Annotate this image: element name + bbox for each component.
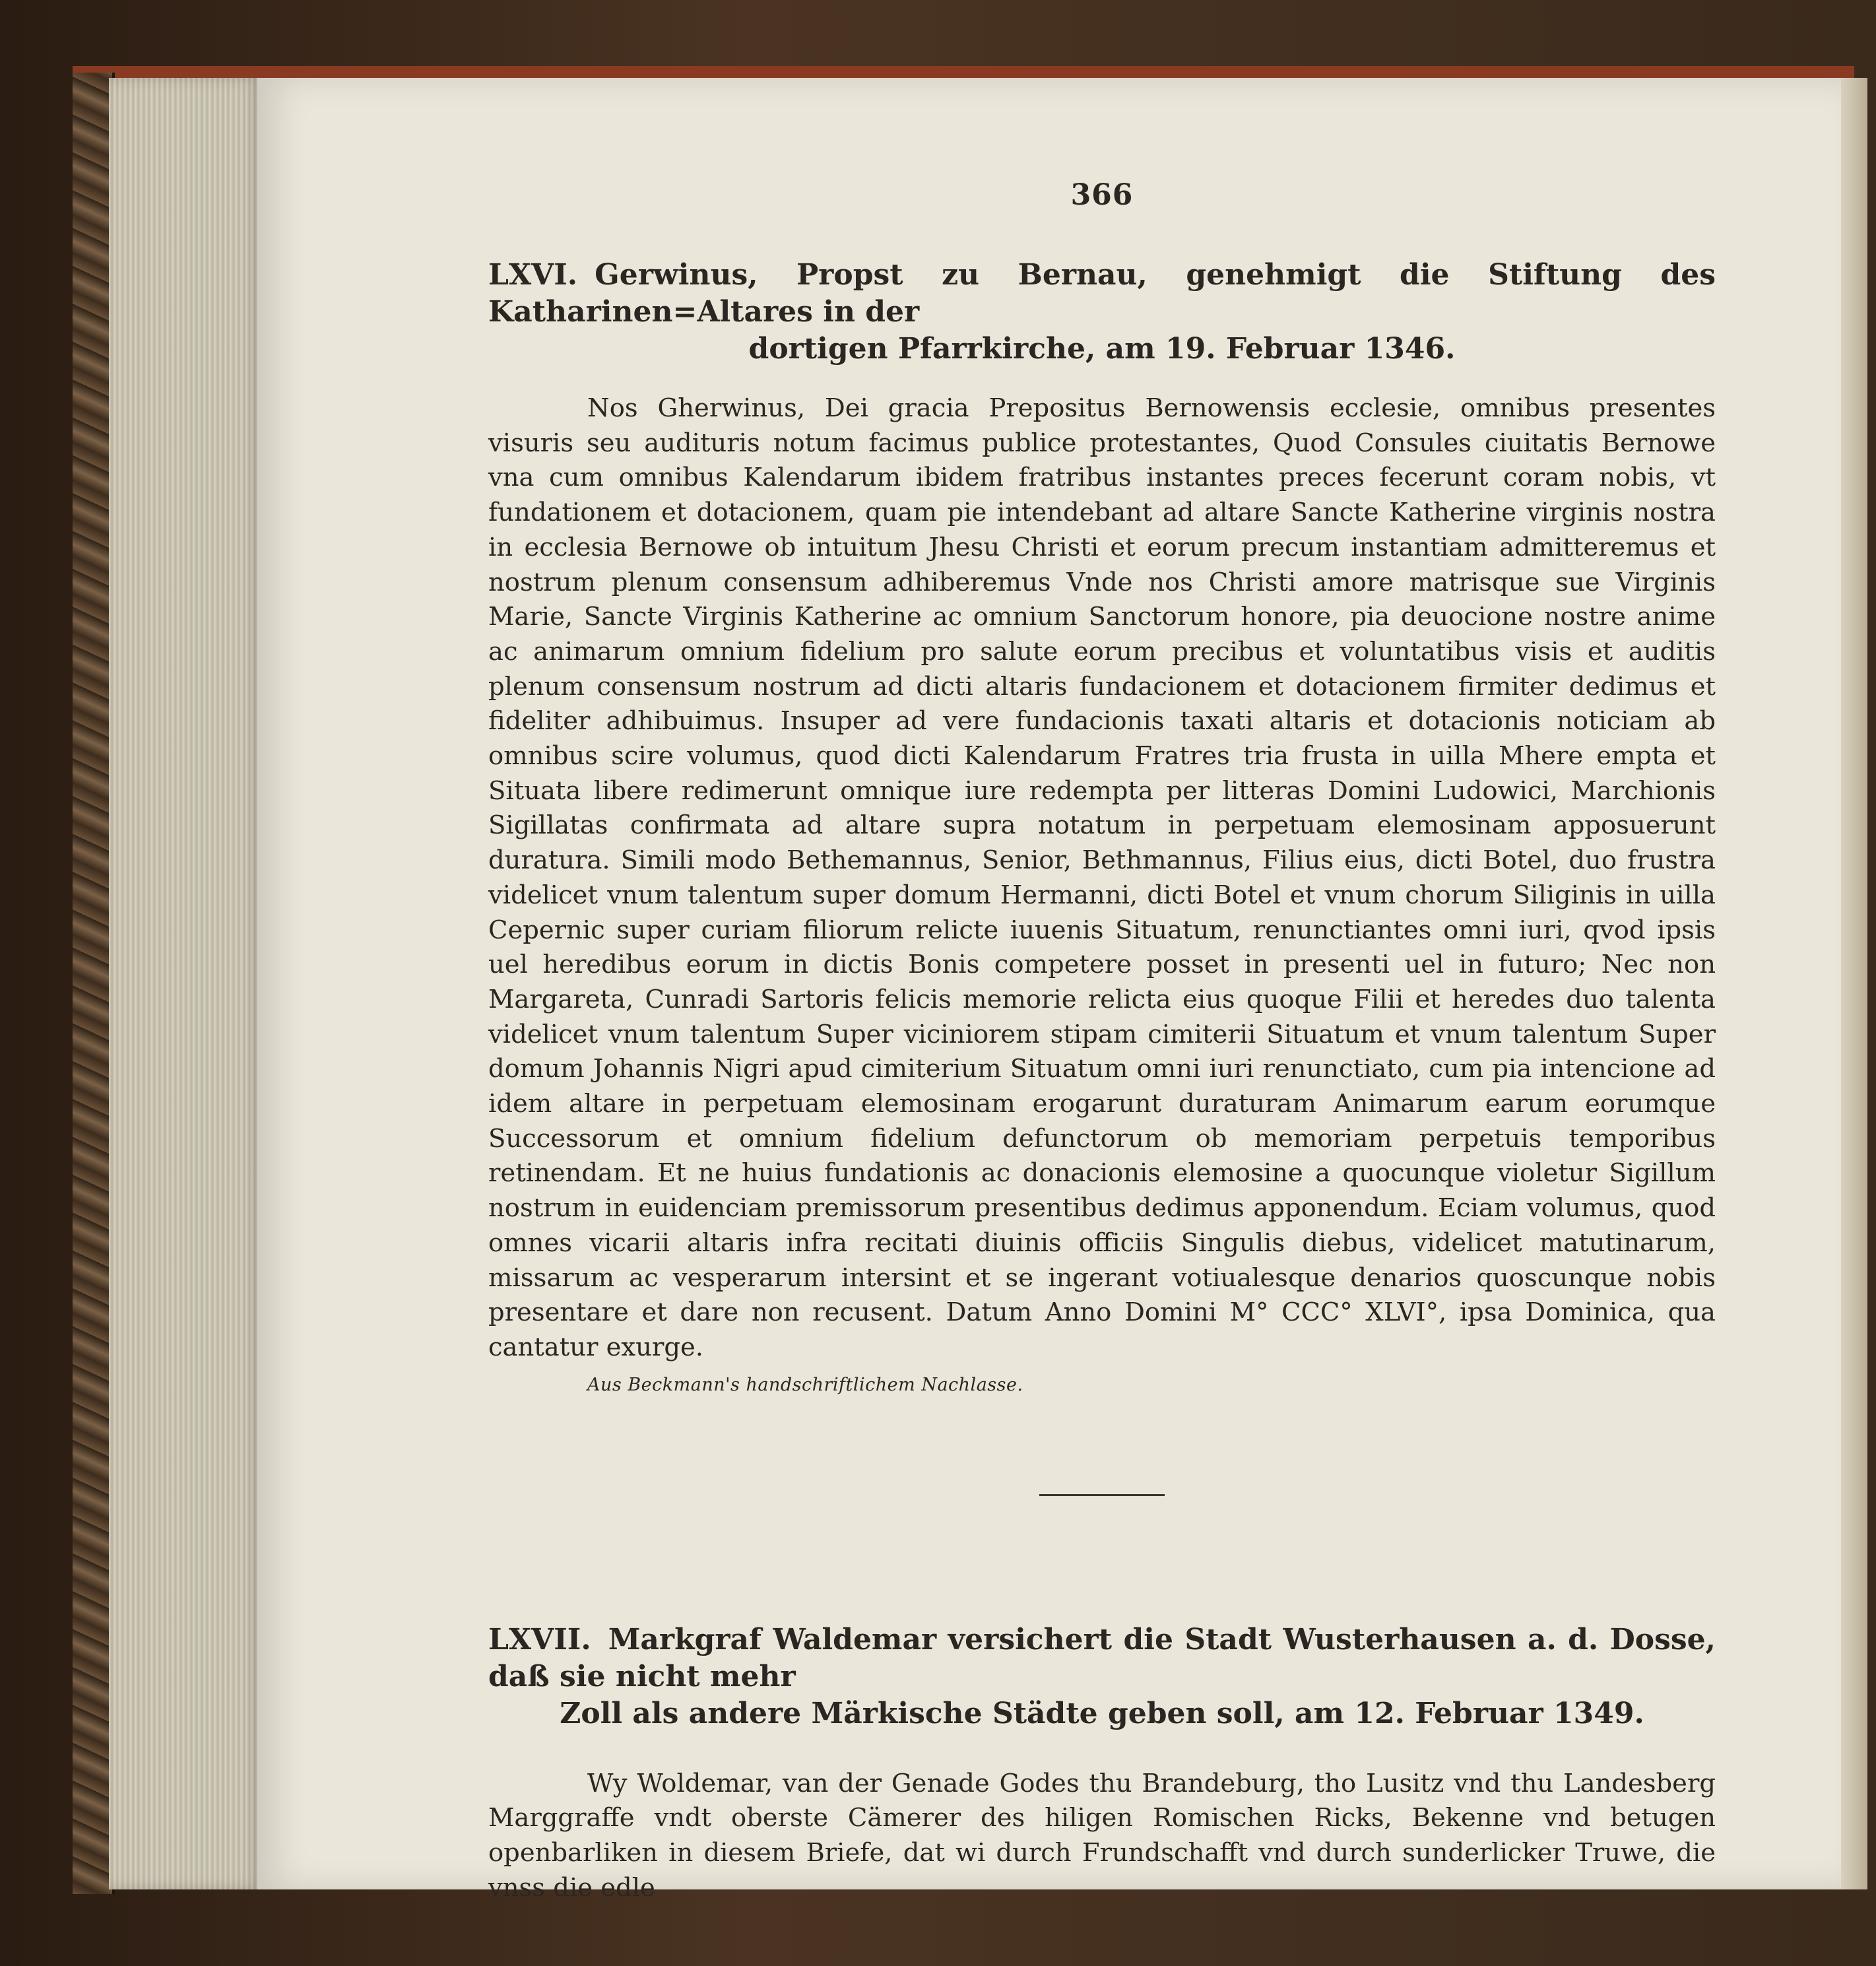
document-heading	[488, 1622, 1716, 1732]
heading-line-1: Gerwinus, Propst zu Bernau, genehmigt die Stiftung des Katharinen=Altares in der	[488, 258, 1716, 329]
facing-page-edge	[1841, 78, 1867, 1889]
heading-line-2: dortigen Pfarrkirche, am 19. Februar 1346.	[748, 332, 1456, 366]
page-content	[488, 178, 1716, 1906]
source-note: Aus Beckmann's handschriftlichem Nachlasse.	[587, 1374, 1023, 1395]
heading-line-2: Zoll als andere Märkische Städte geben soll, am 12. Februar 1349.	[560, 1696, 1644, 1730]
document-lxvi	[488, 257, 1716, 1395]
page-number: 366	[1070, 178, 1134, 212]
document-numeral: LXVII.	[488, 1622, 591, 1656]
section-separator	[1039, 1494, 1165, 1496]
document-body: Nos Gherwinus, Dei gracia Prepositus Bernowensis ecclesie, omnibus presentes visuris seu audituris notum facimus publice protestantes, Quod Consules ciuitatis Bernowe vna cum omnibus Kalendarum ibidem fratribus instantes preces fecerunt coram nobis, vt fundationem et dotacionem, quam pie intendebant ad altare Sancte Katherine virginis nostra in ecclesia Bernowe ob intuitum Jhesu Christi et eorum precum instantiam admitteremus et nostrum plenum consensum adhiberemus Vnde nos Christi amore matrisque sue Virginis Marie, Sancte Virginis Katherine ac omnium Sanctorum honore, pia deuocione nostre anime ac animarum omnium fidelium pro salute eorum precibus et voluntatibus visis et auditis plenum consensum nostrum ad dicti altaris fundacionem et dotacionem firmiter dedimus et fideliter adhibuimus. Insuper ad vere fundacionis taxati altaris et dotacionis noticiam ab omnibus scire volumus, quod dicti Kalendarum Fratres tria frusta in uilla Mhere empta et Situata libere redimerunt omnique iure redempta per litteras Domini Ludowici, Marchionis Sigillatas confirmata ad altare supra notatum in perpetuam elemosinam apposuerunt duratura. Simili modo Bethemannus, Senior, Bethmannus, Filius eius, dicti Botel, duo frustra videlicet vnum talentum super domum Hermanni, dicti Botel et vnum chorum Siliginis in uilla Cepernic super curiam filiorum relicte iuuenis Situatum, renunctiantes omni iuri, qvod ipsis uel heredibus eorum in dictis Bonis competere posset in presenti uel in futuro; Nec non Margareta, Cunradi Sartoris felicis memorie relicta eius quoque Filii et heredes duo talenta videlicet vnum talentum Super viciniorem stipam cimiterii Situatum et vnum talentum Super domum Johannis Nigri apud cimiterium Situatum omni iuri renunctiato, cum pia intencione ad idem altare in perpetuam elemosinam erogarunt duraturam Animarum earum eorumque Successorum et omnium fidelium defunctorum ob memoriam perpetuis temporibus retinendam. Et ne huius fundationis ac donacionis elemosine a quocunque violetur Sigillum nostrum in euidenciam premissorum presentibus dedimus apponendum. Eciam volumus, quod omnes vicarii altaris infra recitati diuinis officiis Singulis diebus, videlicet matutinarum, missarum ac vesperarum intersint et se ingerant votiualesque denarios quoscunque nobis presentare et dare non recusent. Datum Anno Domini M° CCC° XLVI°, ipsa Dominica, qua cantatur exurge.	[488, 393, 1716, 1362]
document-body: Wy Woldemar, van der Genade Godes thu Brandeburg, tho Lusitz vnd thu Landesberg Marggraffe vndt oberste Cämerer des hiligen Romischen Ricks, Bekenne vnd betugen openbarliken in diesem Briefe, dat wi durch Frundschafft vnd durch sunderlicker Truwe, die vnss die edle	[488, 1768, 1716, 1903]
document-numeral: LXVI.	[488, 258, 578, 292]
page-stack-edges	[109, 78, 261, 1889]
document-heading	[488, 257, 1716, 368]
heading-line-1: Markgraf Waldemar versichert die Stadt Wusterhausen a. d. Dosse, daß sie nicht mehr	[488, 1622, 1716, 1693]
document-lxvii	[488, 1622, 1716, 1906]
